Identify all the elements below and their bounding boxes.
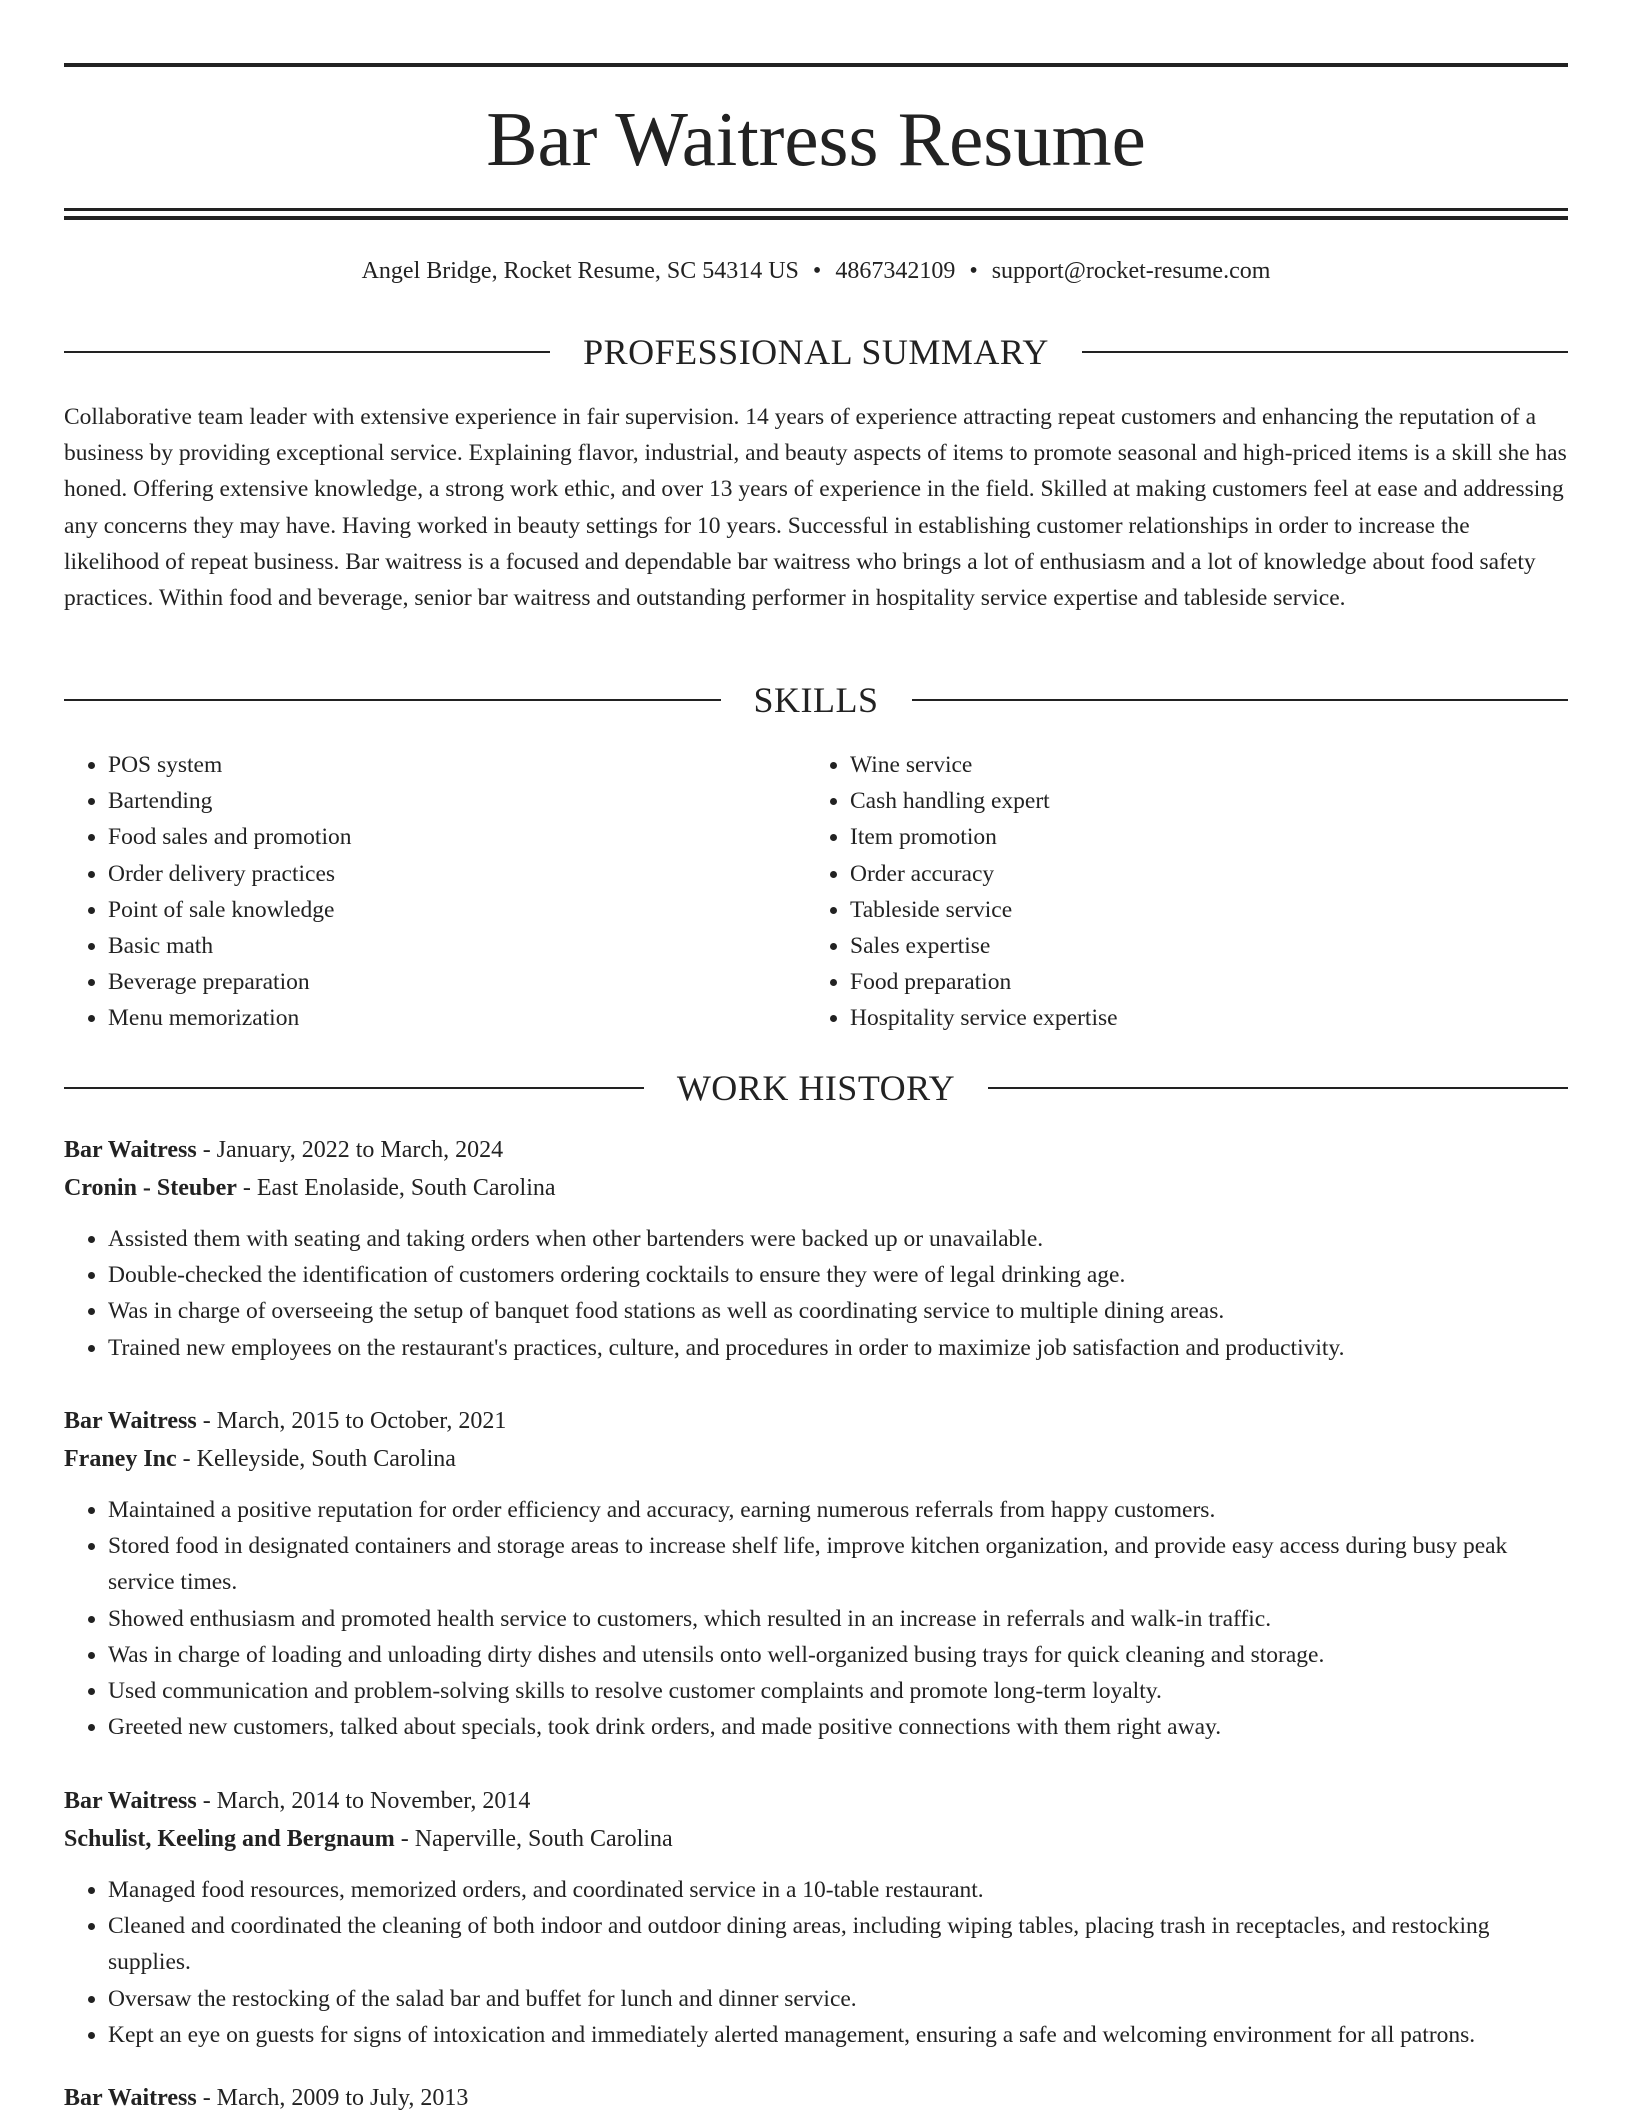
section-heading-summary bbox=[64, 330, 1568, 374]
heading-rule bbox=[988, 1087, 1568, 1089]
heading-rule bbox=[64, 1087, 644, 1089]
heading-rule bbox=[912, 699, 1569, 701]
job-entry bbox=[64, 1402, 1568, 1745]
skill-item: • Sales expertise bbox=[850, 928, 1548, 964]
professional-summary: Collaborative team leader with extensive experience in fair supervision. 14 years of experience attracting repeat customers and enhancing the reputation of a business by providing exceptional service. Explaining flavor, industrial, and beauty aspects of items to promote seasonal and high-priced items is a skill she has honed. Offering extensive knowledge, a strong work ethic, and over 13 years of experience in the field. Skilled at making customers feel at ease and addressing any concerns they may have. Having worked in beauty settings for 10 years. Successful in establishing customer relationships in order to increase the likelihood of repeat business. Bar waitress is a focused and dependable bar waitress who brings a lot of enthusiasm and a lot of knowledge about food safety practices. Within food and beverage, senior bar waitress and outstanding performer in hospitality service expertise and tableside service. bbox=[64, 404, 1567, 612]
skill-item: • Bartending bbox=[108, 783, 806, 819]
job-title: Bar Waitress bbox=[64, 1408, 197, 1434]
job-company: Cronin - Steuber bbox=[64, 1175, 237, 1201]
skill-item: • Point of sale knowledge bbox=[108, 892, 806, 928]
job-title-line bbox=[64, 1402, 1568, 1440]
job-bullet: • Used communication and problem-solving skills to resolve customer complaints and promote long-term loyalty. bbox=[108, 1673, 1568, 1709]
job-entry bbox=[64, 1782, 1568, 2053]
skill-item: • Beverage preparation bbox=[108, 964, 806, 1000]
top-rule bbox=[64, 63, 1568, 67]
job-title-line bbox=[64, 1782, 1568, 1820]
heading-rule bbox=[64, 699, 721, 701]
skill-item: • Tableside service bbox=[850, 892, 1548, 928]
job-bullet: • Managed food resources, memorized orders, and coordinated service in a 10-table restaurant. bbox=[108, 1872, 1568, 1908]
job-company-line bbox=[64, 1440, 1568, 1478]
job-bullet: • Greeted new customers, talked about specials, took drink orders, and made positive connections with them right away. bbox=[108, 1709, 1568, 1745]
job-location: - Kelleyside, South Carolina bbox=[176, 1446, 456, 1472]
skills-column-left bbox=[64, 747, 806, 1037]
job-bullet: • Trained new employees on the restaurant's practices, culture, and procedures in order to maximize job satisfaction and productivity. bbox=[108, 1330, 1568, 1366]
job-company: Franey Inc bbox=[64, 1446, 177, 1472]
job-bullets bbox=[64, 1872, 1568, 2053]
job-title: Bar Waitress bbox=[64, 2085, 197, 2111]
job-bullet: • Cleaned and coordinated the cleaning of both indoor and outdoor dining areas, including wiping tables, placing trash in receptacles, and restocking supplies. bbox=[108, 1908, 1568, 1980]
heading-rule bbox=[1082, 351, 1568, 353]
section-heading-skills bbox=[64, 678, 1568, 722]
contact-email[interactable]: support@rocket-resume.com bbox=[991, 258, 1271, 284]
job-bullets bbox=[64, 1492, 1568, 1745]
job-entry bbox=[64, 1131, 1568, 1366]
job-bullet: • Assisted them with seating and taking orders when other bartenders were backed up or unavailable. bbox=[108, 1221, 1568, 1257]
title-rule-upper bbox=[64, 208, 1568, 211]
job-bullet: • Stored food in designated containers and storage areas to increase shelf life, improve kitchen organization, and provide easy access during busy peak service times. bbox=[108, 1528, 1568, 1600]
skill-item: • Order delivery practices bbox=[108, 856, 806, 892]
job-bullet: • Oversaw the restocking of the salad bar and buffet for lunch and dinner service. bbox=[108, 1981, 1568, 2017]
job-bullet: • Was in charge of loading and unloading dirty dishes and utensils onto well-organized busing trays for quick cleaning and storage. bbox=[108, 1637, 1568, 1673]
skill-item: • Hospitality service expertise bbox=[850, 1000, 1548, 1036]
job-dates: - March, 2009 to July, 2013 bbox=[196, 2085, 469, 2111]
job-location: - East Enolaside, South Carolina bbox=[236, 1175, 556, 1201]
skill-item: • Menu memorization bbox=[108, 1000, 806, 1036]
skill-item: • Food preparation bbox=[850, 964, 1548, 1000]
job-title: Bar Waitress bbox=[64, 1788, 197, 1814]
job-company-line bbox=[64, 1169, 1568, 1207]
heading-rule bbox=[64, 351, 550, 353]
job-bullets bbox=[64, 1221, 1568, 1366]
section-heading-work-history bbox=[64, 1066, 1568, 1110]
job-dates: - March, 2014 to November, 2014 bbox=[196, 1788, 531, 1814]
job-bullet: • Double-checked the identification of customers ordering cocktails to ensure they were of legal drinking age. bbox=[108, 1257, 1568, 1293]
section-title: SKILLS bbox=[753, 680, 879, 720]
skills-list bbox=[64, 747, 1568, 1037]
skill-item: • Cash handling expert bbox=[850, 783, 1548, 819]
skill-item: • Item promotion bbox=[850, 819, 1548, 855]
section-title: PROFESSIONAL SUMMARY bbox=[583, 332, 1049, 372]
page-title: Bar Waitress Resume bbox=[486, 96, 1146, 182]
job-company: Schulist, Keeling and Bergnaum bbox=[64, 1826, 395, 1852]
title-rule-lower bbox=[64, 216, 1568, 220]
section-title: WORK HISTORY bbox=[676, 1068, 956, 1108]
job-company-line bbox=[64, 1820, 1568, 1858]
skills-column-right bbox=[806, 747, 1548, 1037]
skill-item: • Wine service bbox=[850, 747, 1548, 783]
job-dates: - January, 2022 to March, 2024 bbox=[196, 1137, 504, 1163]
skill-item: • Basic math bbox=[108, 928, 806, 964]
contact-line bbox=[64, 254, 1568, 288]
job-bullet: • Was in charge of overseeing the setup of banquet food stations as well as coordinating service to multiple dining areas. bbox=[108, 1293, 1568, 1329]
job-dates: - March, 2015 to October, 2021 bbox=[196, 1408, 507, 1434]
contact-phone: 4867342109 bbox=[835, 258, 956, 284]
contact-separator: • bbox=[812, 258, 822, 284]
skill-item: • POS system bbox=[108, 747, 806, 783]
skill-item: • Order accuracy bbox=[850, 856, 1548, 892]
job-bullet: • Showed enthusiasm and promoted health service to customers, which resulted in an increase in referrals and walk-in traffic. bbox=[108, 1601, 1568, 1637]
job-title-line bbox=[64, 1131, 1568, 1169]
job-entry bbox=[64, 2079, 1568, 2117]
job-bullet: • Maintained a positive reputation for order efficiency and accuracy, earning numerous referrals from happy customers. bbox=[108, 1492, 1568, 1528]
job-title-line bbox=[64, 2079, 1568, 2117]
skill-item: • Food sales and promotion bbox=[108, 819, 806, 855]
job-location: - Naperville, South Carolina bbox=[394, 1826, 673, 1852]
job-bullet: • Kept an eye on guests for signs of intoxication and immediately alerted management, ensuring a safe and welcoming environment for all patrons. bbox=[108, 2017, 1568, 2053]
job-title: Bar Waitress bbox=[64, 1137, 197, 1163]
contact-separator: • bbox=[969, 258, 978, 284]
contact-address: Angel Bridge, Rocket Resume, SC 54314 US bbox=[361, 258, 799, 284]
